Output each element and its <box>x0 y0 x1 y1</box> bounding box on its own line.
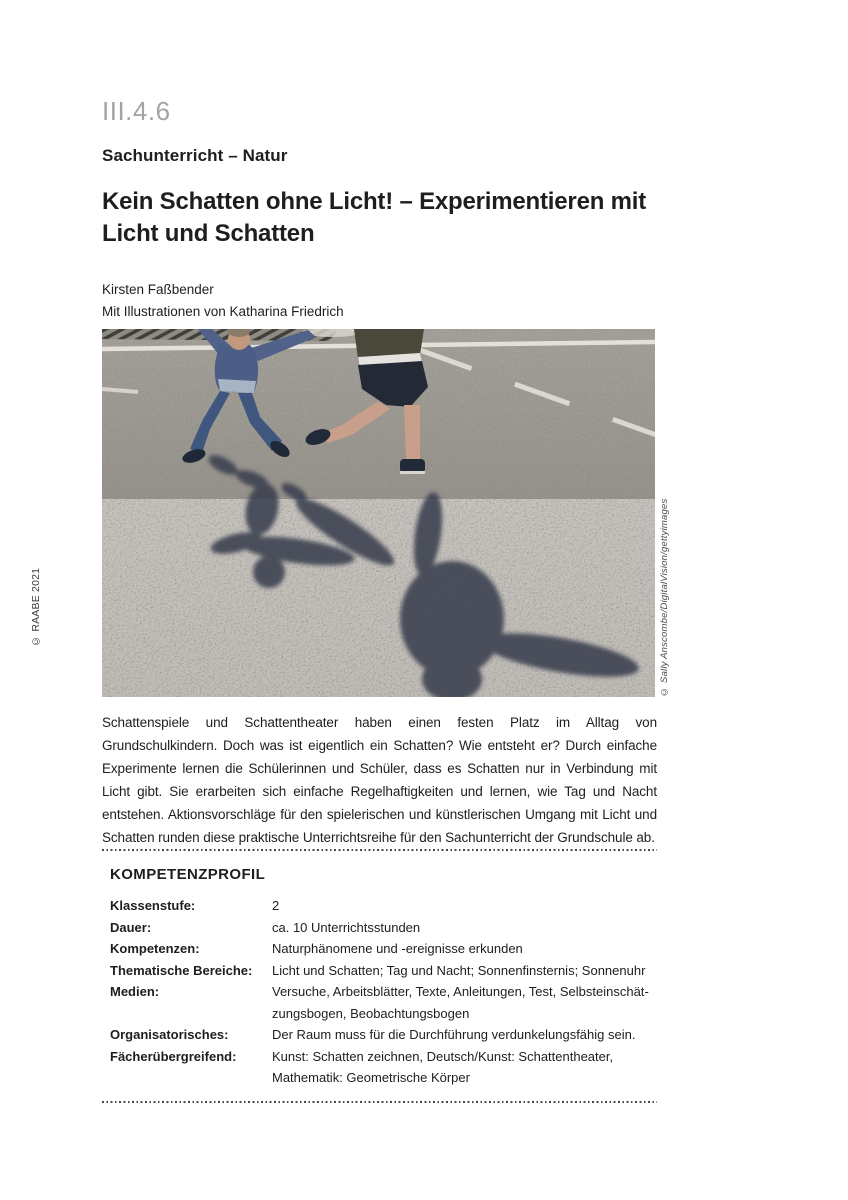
page-title: Kein Schatten ohne Licht! – Experimentieren mit Licht und Schatten <box>102 188 647 247</box>
kp-row-label: Medien: <box>110 984 160 999</box>
kompetenzprofil-table <box>110 895 657 1089</box>
dotted-divider-top <box>102 849 657 851</box>
kp-row-value: Der Raum muss für die Durchführung verdunkelungsfähig sein. <box>272 1027 636 1042</box>
intro-paragraph: Schattenspiele und Schattentheater haben einen festen Platz im Alltag von Grundschulkindern. Doch was ist eigentlich ein Schatten? Wie entsteht er? Durch einfache Experimente lernen die Schülerinnen und Schüler, dass es Schatten nur in Verbindung mit Licht gibt. Sie erarbeiten sich einfache Regelhaftigkeiten und lernen, wie Tag und Nacht entstehen. Aktionsvorschläge für den spielerischen und künstlerischen Umgang mit Licht und Schatten runden diese praktische Unterrichtsreihe für den Sachunterricht der Grundschule ab. <box>102 715 657 845</box>
copyright-raabe: © RAABE 2021 <box>30 567 42 647</box>
author-block <box>102 279 344 323</box>
kp-row-value: Versuche, Arbeitsblätter, Texte, Anleitungen, Test, Selbsteinschätzungsbogen, Beobachtungsbogen <box>272 984 649 1021</box>
kp-row-value: Kunst: Schatten zeichnen, Deutsch/Kunst: Schattentheater, Mathematik: Geometrische Körper <box>272 1048 614 1085</box>
kp-row-label: Kompetenzen: <box>110 941 200 956</box>
dotted-divider-bottom <box>102 1101 657 1103</box>
kp-row-label: Thematische Bereiche: <box>110 962 253 978</box>
kp-row-label: Klassenstufe: <box>110 898 196 913</box>
kompetenzprofil-heading: KOMPETENZPROFIL <box>110 866 266 883</box>
doc-code: III.4.6 <box>102 96 171 126</box>
illustrator-credit: Mit Illustrationen von Katharina Friedrich <box>102 304 344 319</box>
kp-row-label: Organisatorisches: <box>110 1027 229 1042</box>
kp-row-value: 2 <box>272 898 280 913</box>
kp-row-label: Dauer: <box>110 919 152 935</box>
subject-line: Sachunterricht – Natur <box>102 146 288 165</box>
photo-credit: © Sally Anscombe/DigitalVision/gettyimages <box>659 498 670 697</box>
kp-row-value: Naturphänomene und -ereignisse erkunden <box>272 941 523 956</box>
author-name: Kirsten Faßbender <box>102 282 214 297</box>
photo-illustration <box>102 329 655 697</box>
kp-row-value: ca. 10 Unterrichtsstunden <box>272 919 421 935</box>
photo-children-shadows <box>102 329 655 697</box>
kp-row-label: Fächerübergreifend: <box>110 1048 237 1064</box>
kp-row-value: Licht und Schatten; Tag und Nacht; Sonnenfinsternis; Sonnenuhr <box>272 962 646 978</box>
